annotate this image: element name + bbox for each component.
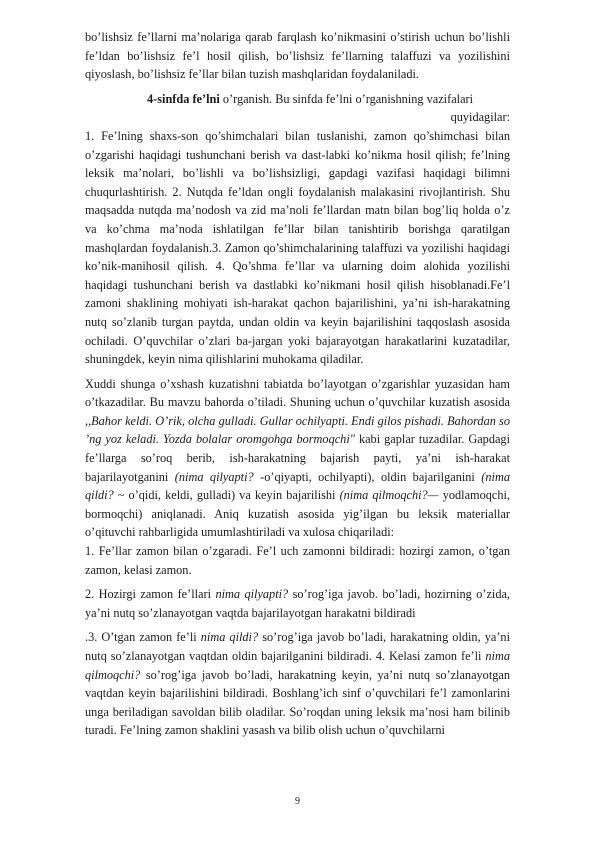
example-quote: ,,Bahor keldi. O’rik, olcha gulladi. Gullar ochilyapti. Endi gilos pishadi. Bahordan so ’ng yoz keladi. Yozda bolalar oromgohga bormoqchi" [85,413,510,447]
text-run: Xuddi shunga o’xshash kuzatishni tabiatda bo’layotgan o’zgarishlar yuzasidan ham o’tkazadilar. Bu mavzu bahorda o’tiladi. Shuning uchun o’quvchilar kuzatish asosida [85,376,510,410]
text-run: ~ o’qidi, keldi, gulladi) va keyin bajarilishi [113,488,340,503]
document-body [85,28,510,740]
question-future: nima qilmoqchi? [85,649,510,682]
text-run: yodlamoqchi, bormoqchi) aniqlanadi. Aniq kuzatish asosida yig’ilgan bu leksik materiallar o’qituvchi rahbarligida umumlashtiriladi va xulosa chiqariladi: [85,488,510,540]
text-run: 2. Hozirgi zamon fe’llari [85,587,216,602]
question-past: (nima qildi? [85,469,510,503]
paragraph-1: bo’lishsiz fe’llarni ma’nolariga qarab farqlash ko’nikmasini o’stirish uchun bo’lishli fe’ldan bo’lishsiz fe’l hosil qilish, bo’lishsiz fe’llarning talaffuzi va yozilishini qiyoslash, bo’lishsiz fe’llar bilan tuzish mashqlaridan foydalaniladi. [85,30,510,82]
text-run: so’rog’iga javob bo’ladi, harakatning oldin, ya’ni nutq so’zlanayotgan vaqtdan oldin bajarilganini bildiradi. 4. Kelasi zamon fe’li [85,630,510,663]
question-present: nima qilyapti? [215,587,289,602]
question-past: nima qildi? [200,630,259,645]
heading-text: o’rganish. Bu sinfda fe’lni o’rganishning vazifalari [219,91,474,106]
text-run: so’rog’iga javob bo’ladi, harakatning keyin, ya’ni nutq so’zlanayotgan vaqtdan keyin bajarilishini bildiradi. Boshlang’ich sinf o’quvchilari fe’l zamonlarini unga beriladigan savoldan bilib oladilar. So’roqdan uning leksik ma’nosi ham bilinib turadi. Fe’lning zamon shaklini yasash va bilib olish uchun o’quvchilarni [85,667,510,738]
text-run: so’rog’iga javob. bo’ladi, hozirning o’zida, ya’ni nutq so’zlanayotgan vaqtda bajarilayotgan harakatni bildiradi [85,587,511,620]
paragraph-tasks: 1. Fe’lning shaxs-son qo’shimchalari bilan tuslanishi, zamon qo’shimchasi bilan o’zgarishi haqidagi tushunchani berish va dast-labki ko’nikma hosil qilish; fe’lning leksik ma’nolari, bo’lishli va bo’lishsizligi, gapdagi vazifasi haqidagi bilimni chuqurlashtirish. 2. Nutqda fe’ldan ongli foydalanish malakasini rivojlantirish. Shu maqsadda nutqda ma’nodosh va zid ma’noli fe’llardan matn bilan bog’liq holda o’z va ko’chma ma’noda ishlatilgan fe’llar bilan tanishtirib borishga qaratilgan mashqlardan foydalanish.3. Zamon qo’shimchalarining talaffuzi va yozilishi haqidagi ko’nik-manihosil qilish. 4. Qo’shma fe’llar va ularning doim alohida yozilishi haqidagi tushunchani berish va dastlabki ko’nikmani hosil qilish hisoblanadi.Fe’l zamoni shaklining mohiyati ish-harakat qachon bajarilishini, ya’ni ish-harakatning nutq so’zlanib turgan paytda, undan oldin va keyin bajarilishini taqqoslash asosida ochiladi. O’quvchilar o’zlari ba-jargan yoki bajarayotgan harakatlarini kuzatadilar, shuningdek, keyin nima qilishlarini muhokama qiladilar. [85,128,510,367]
section-heading: 4-sinfda fe’lni [147,91,220,106]
paragraph-past-future-tense [85,628,510,740]
text-run: kabi gaplar tuzadilar. Gapdagi fe’llarga so’roq berib, ish-harakatning bajarish payti, ya’ni ish-harakat bajarilayotganini [85,432,510,484]
text-run: .3. O’tgan zamon fe’li [85,630,201,645]
paragraph-observation [85,375,510,542]
paragraph-conclusion-1: 1. Fe’llar zamon bilan o’zgaradi. Fe’l uch zamonni bildiradi: hozirgi zamon, o’tgan zamon, kelasi zamon. [85,544,510,577]
text-run: -o’qiyapti, ochilyapti), oldin bajarilganini [253,469,482,484]
page-number: 9 [295,796,300,807]
question-present: (nima qilyapti? [174,469,254,484]
heading-text-end: quyidagilar: [450,110,510,125]
paragraph-present-tense [85,585,510,622]
question-future: (nima qilmoqchi?— [339,488,439,503]
section-heading-paragraph [85,90,510,127]
